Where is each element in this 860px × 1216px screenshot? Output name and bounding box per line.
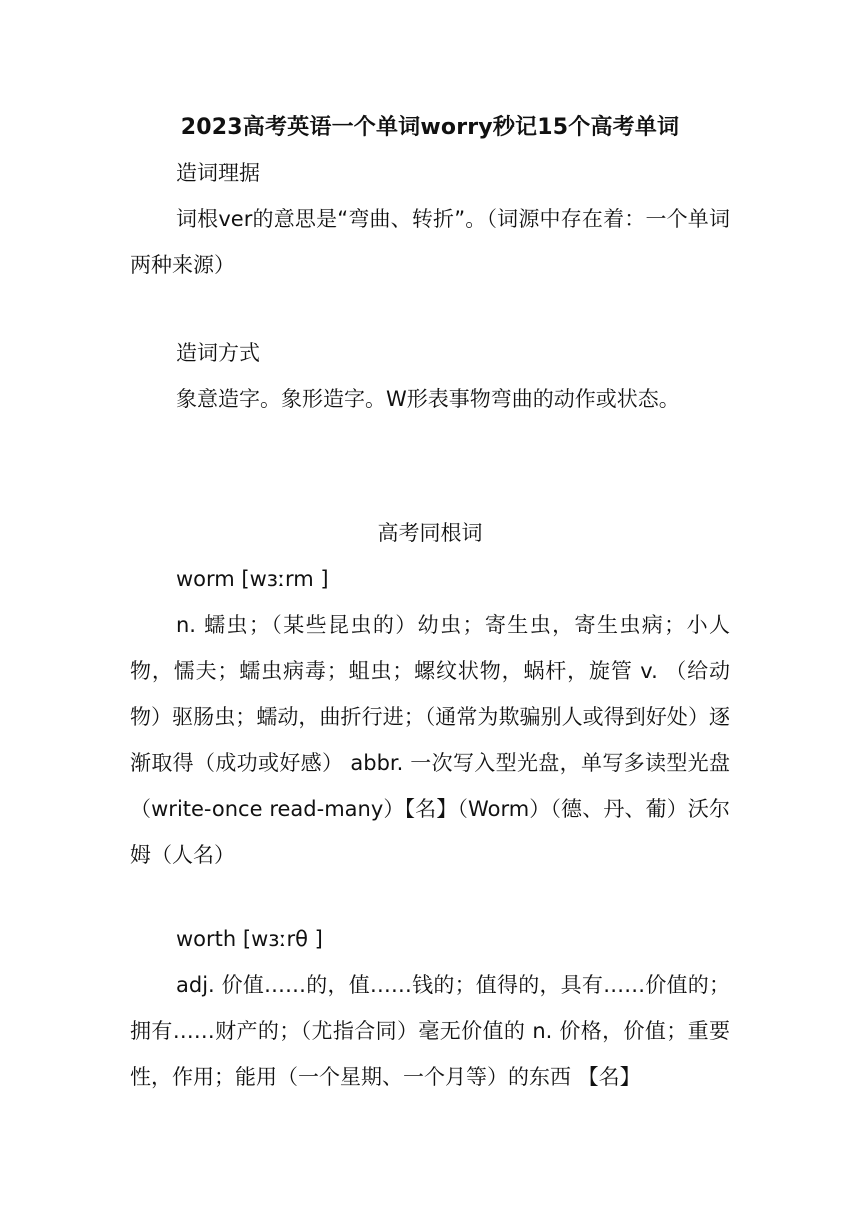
entry-word: worm [wɜːrm ] — [176, 567, 329, 591]
section-heading-formation: 造词方式 — [176, 341, 260, 365]
page-title: 2023高考英语一个单词worry秒记15个高考单词 — [180, 115, 680, 140]
section-body-etymology: 词根ver的意思是“弯曲、转折”。（词源中存在着：一个单词两种来源） — [130, 207, 730, 277]
entry-definition: n. 蠕虫；（某些昆虫的）幼虫；寄生虫，寄生虫病；小人物，懦夫；蠕虫病毒；蛆虫；螺纹状物，蜗杆，旋管 v. （给动物）驱肠虫；蠕动，曲折行进；（通常为欺骗别人或得到好处）逐渐取得（成功或好感） abbr. 一次写入型光盘，单写多读型光盘（write-once read-many）【名】（Worm）（德、丹、葡）沃尔姆（人名） — [130, 613, 730, 867]
section-heading-etymology: 造词理据 — [176, 161, 260, 185]
section-body-formation: 象意造字。象形造字。W形表事物弯曲的动作或状态。 — [176, 387, 680, 411]
entry-definition: adj. 价值……的，值……钱的；值得的，具有……价值的；拥有……财产的；（尤指合同）毫无价值的 n. 价格，价值；重要性，作用；能用（一个星期、一个月等）的东西 【名】 — [130, 973, 730, 1089]
section-heading-cognates: 高考同根词 — [377, 521, 483, 545]
entry-word: worth [wɜːrθ ] — [176, 927, 323, 951]
